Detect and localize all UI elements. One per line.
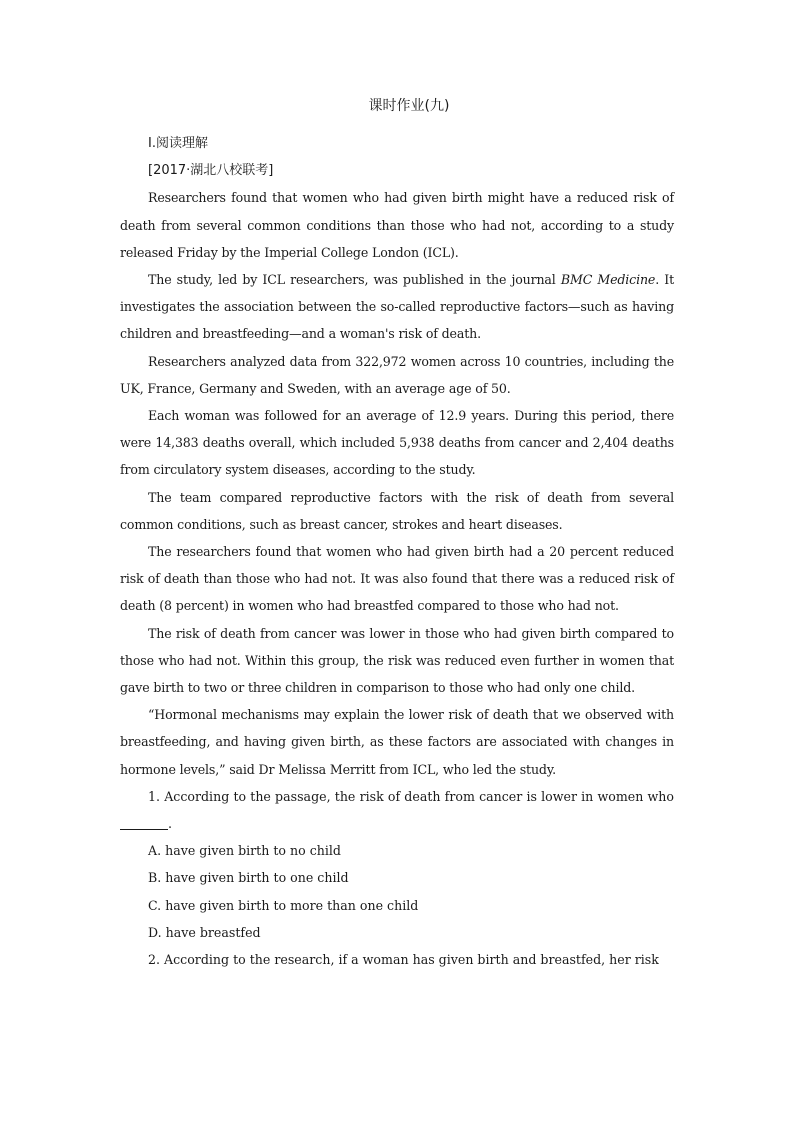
passage-paragraph-7: The risk of death from cancer was lower in those who had given birth compared to those who had not. Within this group, the risk was reduced even further in women that gave birth to two or three children in comparison to those who had only one child. — [120, 625, 674, 696]
question-1-end: . — [168, 816, 173, 832]
document-page — [120, 92, 674, 973]
question-1-option-b[interactable]: B. have given birth to one child — [148, 870, 349, 886]
question-1-option-c[interactable]: C. have given birth to more than one child — [148, 897, 419, 913]
passage-paragraph-1: Researchers found that women who had given birth might have a reduced risk of death from several common conditions than those who had not, according to a study released Friday by the Imperial College London (ICL). — [120, 190, 674, 260]
question-2-stem: 2. According to the research, if a woman has given birth and breastfed, her risk — [148, 952, 659, 968]
page-title: 课时作业(九) — [368, 98, 450, 114]
passage-paragraph-4: Each woman was followed for an average of 12.9 years. During this period, there were 14,383 deaths overall, which included 5,938 deaths from cancer and 2,404 deaths from circulatory system diseases, according to the study. — [120, 408, 674, 478]
paragraph-2-text-start: The study, led by ICL researchers, was published in the journal — [148, 272, 561, 288]
question-1-option-a[interactable]: A. have given birth to no child — [148, 843, 341, 859]
journal-name: BMC Medicine — [560, 272, 656, 288]
source-tag: [2017·湖北八校联考] — [148, 163, 274, 179]
passage-paragraph-2 — [120, 266, 674, 348]
paragraph-2-text-end: . It investigates the association between the so-called reproductive factors—such as having children and breastfeeding—and a woman's risk of death. — [120, 272, 674, 342]
passage-paragraph-3: Researchers analyzed data from 322,972 women across 10 countries, including the UK, France, Germany and Sweden, with an average age of 50. — [120, 353, 674, 396]
question-1-option-d[interactable]: D. have breastfed — [148, 924, 261, 940]
passage-paragraph-5: The team compared reproductive factors with the risk of death from several common conditions, such as breast cancer, strokes and heart diseases. — [120, 489, 674, 532]
question-1-stem — [120, 783, 674, 837]
passage-paragraph-8: “Hormonal mechanisms may explain the lower risk of death that we observed with breastfeeding, and having given birth, as these factors are associated with changes in hormone levels,” said Dr Melissa Merritt from ICL, who led the study. — [120, 707, 674, 777]
answer-blank — [120, 815, 168, 830]
section-heading: Ⅰ.阅读理解 — [148, 136, 208, 151]
passage-paragraph-6: The researchers found that women who had given birth had a 20 percent reduced risk of death than those who had not. It was also found that there was a reduced risk of death (8 percent) in women who had breastfed compared to those who had not. — [120, 544, 674, 614]
question-1-text: 1. According to the passage, the risk of death from cancer is lower in women who — [148, 788, 674, 804]
